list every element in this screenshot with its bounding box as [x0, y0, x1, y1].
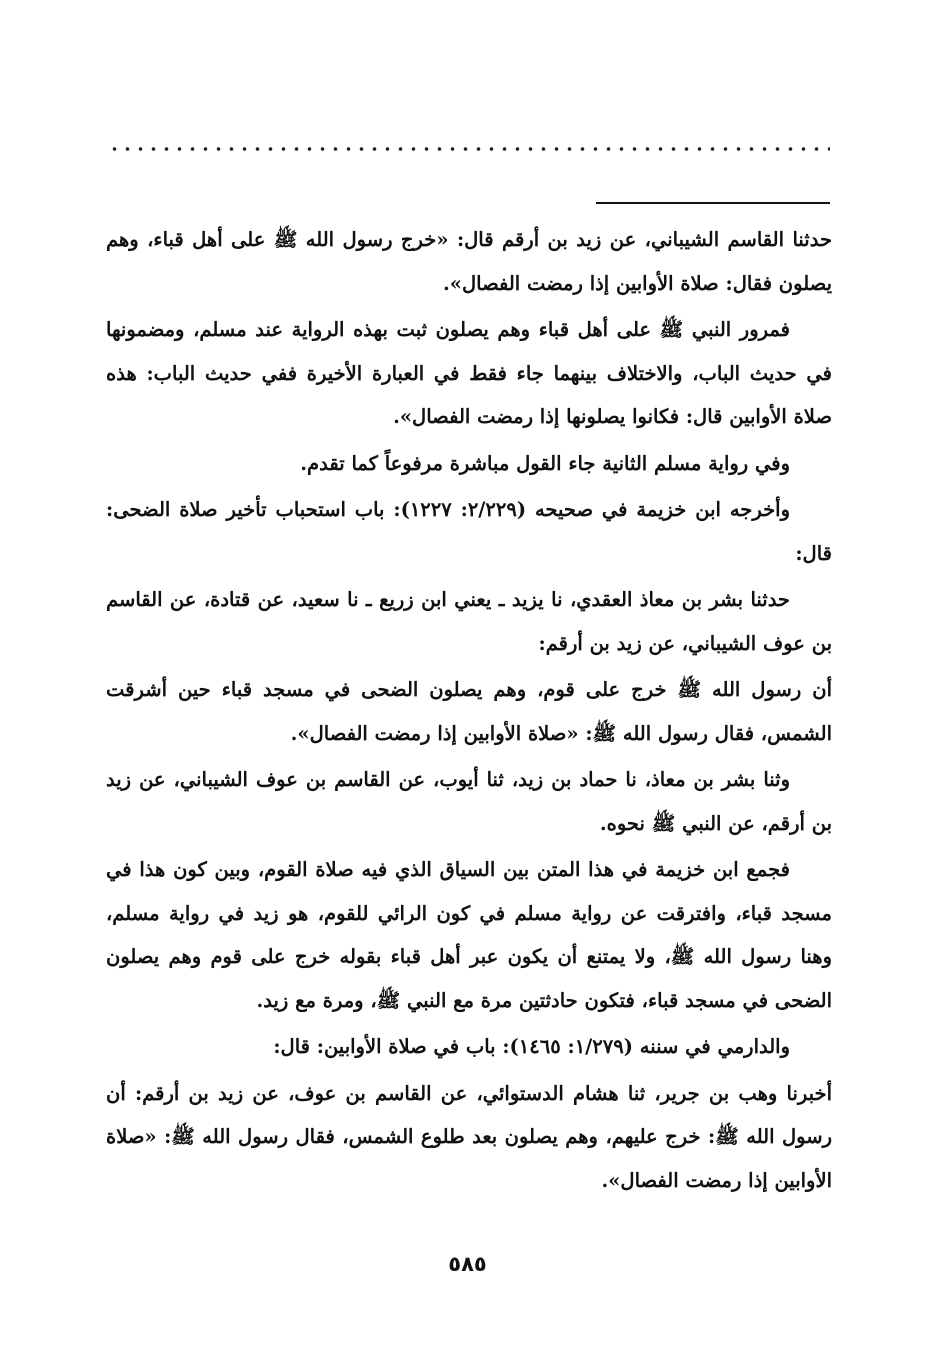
paragraph-5: حدثنا بشر بن معاذ العقدي، نا يزيد ـ يعني ابن زريع ـ نا سعيد، عن قتادة، عن القاسم بن عوف الشيباني، عن زيد بن أرقم: [106, 588, 832, 655]
paragraph-3: وفي رواية مسلم الثانية جاء القول مباشرة مرفوعاً كما تقدم. [300, 451, 790, 475]
footnote-separator-line [596, 202, 830, 204]
paragraph-8: فجمع ابن خزيمة في هذا المتن بين السياق الذي فيه صلاة القوم، وبين كون هذا في مسجد قباء، وافترقت عن رواية مسلم في كون الرائي للقوم، هو زيد في رواية مسلم، وهنا رسول الله ﷺ، ولا يمتنع أن يكون عبر أهل قباء بقوله خرج على قوم وهم يصلون الضحى في مسجد قباء، فتكون حادثتين مرة مع النبي ﷺ، ومرة مع زيد. [106, 858, 832, 1012]
dotted-separator [108, 146, 830, 152]
paragraph-7: وثنا بشر بن معاذ، نا حماد بن زيد، ثنا أيوب، عن القاسم بن عوف الشيباني، عن زيد بن أرقم، عن النبي ﷺ نحوه. [106, 768, 832, 835]
paragraph-10: أخبرنا وهب بن جرير، ثنا هشام الدستوائي، عن القاسم بن عوف، عن زيد بن أرقم: أن رسول الله ﷺ: خرج عليهم، وهم يصلون بعد طلوع الشمس، فقال رسول الله ﷺ: «صلاة الأوابين إذا رمضت الفصال». [106, 1081, 832, 1192]
main-text-body [106, 218, 832, 1205]
paragraph-9: والدارمي في سننه (١/٢٧٩: ١٤٦٥): باب في صلاة الأوابين: قال: [273, 1035, 790, 1058]
paragraph-6: أن رسول الله ﷺ خرج على قوم، وهم يصلون الضحى في مسجد قباء حين أشرقت الشمس، فقال رسول الله ﷺ: «صلاة الأوابين إذا رمضت الفصال». [106, 678, 832, 745]
page-number: ٥٨٥ [448, 1252, 487, 1276]
paragraph-1: حدثنا القاسم الشيباني، عن زيد بن أرقم قال: «خرج رسول الله ﷺ على أهل قباء، وهم يصلون فقال: صلاة الأوابين إذا رمضت الفصال». [106, 228, 832, 295]
paragraph-4: وأخرجه ابن خزيمة في صحيحه (٢/٢٢٩: ١٢٢٧): باب استحباب تأخير صلاة الضحى: قال: [106, 498, 832, 565]
paragraph-2: فمرور النبي ﷺ على أهل قباء وهم يصلون ثبت بهذه الرواية عند مسلم، ومضمونها في حديث الباب، والاختلاف بينهما جاء فقط في العبارة الأخيرة ففي حديث الباب: هذه صلاة الأوابين قال: فكانوا يصلونها إذا رمضت الفصال». [106, 318, 832, 428]
